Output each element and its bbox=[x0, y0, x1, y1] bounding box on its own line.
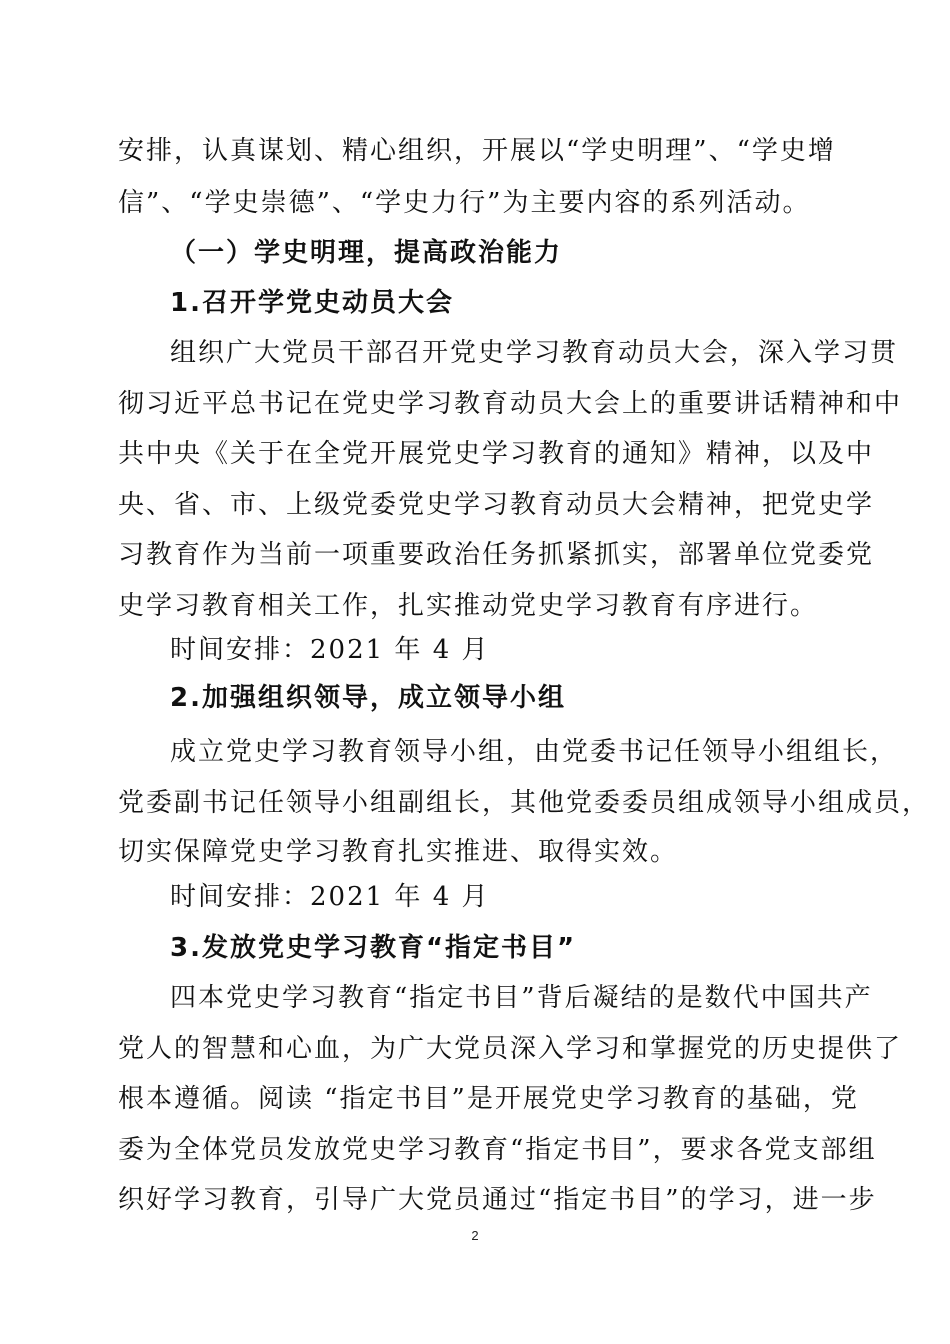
body-text-line: 委为全体党员发放党史学习教育“指定书目”，要求各党支部组 bbox=[118, 1135, 877, 1165]
body-text-line: 史学习教育相关工作，扎实推动党史学习教育有序进行。 bbox=[118, 591, 819, 621]
body-text-line: 信”、“学史崇德”、“学史力行”为主要内容的系列活动。 bbox=[118, 188, 811, 218]
body-text-line: 安排，认真谋划、精心组织，开展以“学史明理”、“学史增 bbox=[118, 136, 836, 166]
body-text-line: 党人的智慧和心血，为广大党员深入学习和掌握党的历史提供了 bbox=[118, 1034, 903, 1064]
page-number: 2 bbox=[471, 1228, 479, 1243]
body-text-line: 央、省、市、上级党委党史学习教育动员大会精神，把党史学 bbox=[118, 490, 875, 520]
body-text-line: 根本遵循。阅读 “指定书目”是开展党史学习教育的基础，党 bbox=[118, 1084, 859, 1114]
body-text-line: 织好学习教育，引导广大党员通过“指定书目”的学习，进一步 bbox=[118, 1185, 877, 1215]
body-text-line: 共中央《关于在全党开展党史学习教育的通知》精神，以及中 bbox=[118, 439, 875, 469]
schedule-text: 时间安排：2021 年 4 月 bbox=[170, 882, 490, 912]
body-text-line: 成立党史学习教育领导小组，由党委书记任领导小组组长， bbox=[170, 737, 899, 767]
body-text-line: 切实保障党史学习教育扎实推进、取得实效。 bbox=[118, 837, 679, 867]
subsection-heading: 1.召开学党史动员大会 bbox=[170, 288, 454, 318]
subsection-heading: 2.加强组织领导，成立领导小组 bbox=[170, 683, 566, 713]
body-text-line: 组织广大党员干部召开党史学习教育动员大会，深入学习贯 bbox=[170, 338, 899, 368]
body-text-line: 四本党史学习教育“指定书目”背后凝结的是数代中国共产 bbox=[170, 983, 873, 1013]
body-text-line: 党委副书记任领导小组副组长，其他党委委员组成领导小组成员， bbox=[118, 788, 931, 818]
subsection-heading: 3.发放党史学习教育“指定书目” bbox=[170, 933, 577, 963]
schedule-text: 时间安排：2021 年 4 月 bbox=[170, 635, 490, 665]
body-text-line: 习教育作为当前一项重要政治任务抓紧抓实，部署单位党委党 bbox=[118, 540, 875, 570]
body-text-line: 彻习近平总书记在党史学习教育动员大会上的重要讲话精神和中 bbox=[118, 389, 903, 419]
section-heading: （一）学史明理，提高政治能力 bbox=[170, 238, 563, 268]
